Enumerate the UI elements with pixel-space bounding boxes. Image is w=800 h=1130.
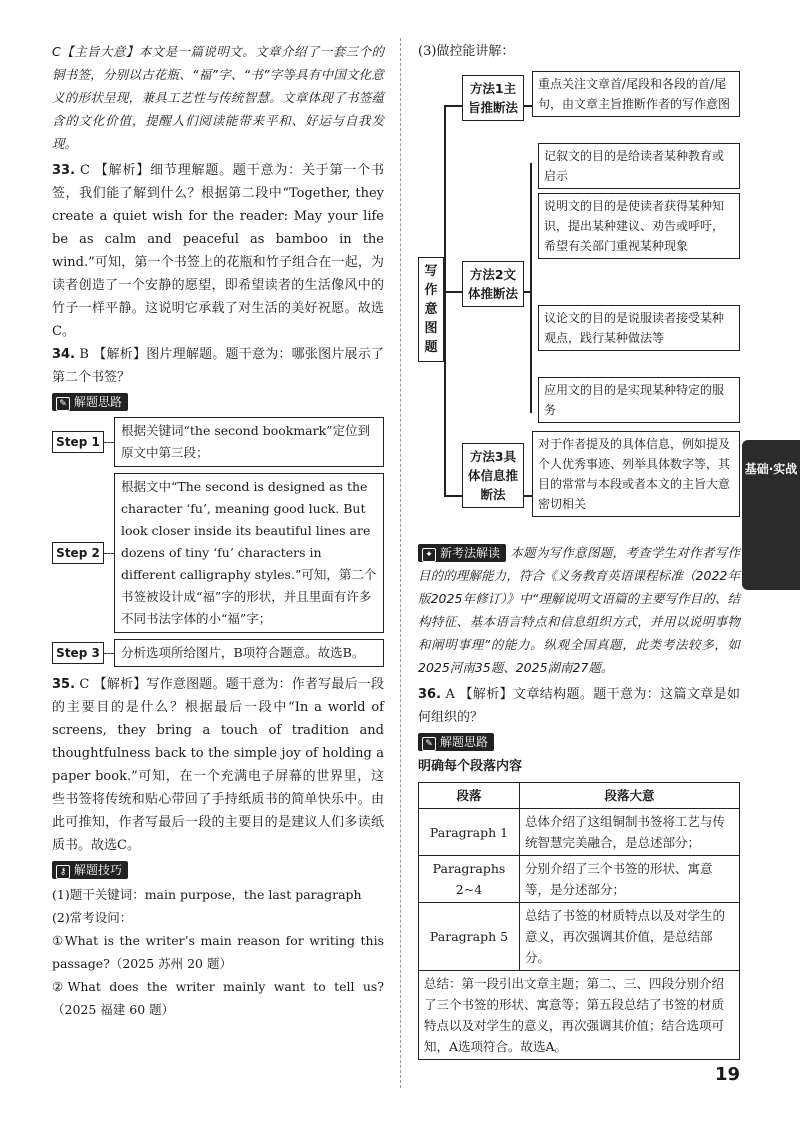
tip-line: ②What does the writer mainly want to tell us?（2025 福建 60 题） xyxy=(52,979,384,1017)
method-2-box: 方法2文体推断法 xyxy=(462,261,524,307)
table-cell: Paragraphs 2~4 xyxy=(419,856,520,903)
method-3-text: 对于作者提及的具体信息，例如提及个人优秀事迹、列举具体数字等，其目的常常与本段或者本文的主旨大意密切相关 xyxy=(532,431,740,517)
connector-line xyxy=(524,105,532,107)
table-row xyxy=(419,903,740,971)
table-title: 明确每个段落内容 xyxy=(418,759,523,774)
step-item xyxy=(52,417,384,467)
tag-label: 解题思路 xyxy=(440,735,489,749)
method-2-item: 应用文的目的是实现某种特定的服务 xyxy=(538,377,740,423)
answer-text: C 【解析】写作意图题。题干意为：作者写最后一段的主要目的是什么？根据最后一段中“In a world of screens, they bring a touch of tradition and thoughtfulness back to the simple joy of holding a paper book.”可知，在一个充满电子屏幕的世界里，这些书签将传统和贴心带回了手持纸质书的简单快乐中。由此可推知，作者写最后一段的主要目的是建议人们多读纸质书。故选C。 xyxy=(52,677,384,853)
connector-line xyxy=(530,163,532,413)
method-2-item: 议论文的目的是说服读者接受某种观点，践行某种做法等 xyxy=(538,305,740,351)
method-2-item: 说明文的目的是使读者获得某种知识，提出某种建议、劝告或呼吁，希望有关部门重视某种现象 xyxy=(538,193,740,259)
key-icon: ⚷ xyxy=(56,865,70,879)
connector-line xyxy=(524,495,532,497)
step-label: Step 2 xyxy=(52,542,104,564)
question-number: 33. xyxy=(52,163,76,178)
step-label: Step 3 xyxy=(52,642,104,664)
steps-list xyxy=(52,417,384,667)
table-row xyxy=(419,971,740,1060)
diagram-root: 写作意图题 xyxy=(418,257,444,362)
table-cell: 分别介绍了三个书签的形状、寓意等，是分述部分； xyxy=(520,856,740,903)
connector xyxy=(104,653,114,654)
question-number: 34. xyxy=(52,347,76,362)
column-divider xyxy=(400,38,401,1088)
tag-label: 新考法解读 xyxy=(440,546,501,560)
table-row xyxy=(419,809,740,856)
step-label: Step 1 xyxy=(52,431,104,453)
table-header-row xyxy=(419,783,740,809)
answer-text: B 【解析】图片理解题。题干意为：哪张图片展示了第二个书签？ xyxy=(52,347,384,385)
answer-34 xyxy=(52,343,384,389)
connector-line xyxy=(444,495,462,497)
answer-36 xyxy=(418,683,740,729)
step-text: 分析选项所给图片，B项符合题意。故选B。 xyxy=(114,639,384,667)
page-number: 19 xyxy=(714,1064,740,1085)
section-tag xyxy=(418,544,506,562)
tip-line: ①What is the writer’s main reason for writing this passage?（2025 苏州 20 题） xyxy=(52,933,384,971)
answer-35 xyxy=(52,673,384,857)
table-cell: 总体介绍了这组铜制书签将工艺与传统智慧完美融合，是总述部分； xyxy=(520,809,740,856)
side-section-tab: 基础·实战 xyxy=(742,440,800,590)
subheading: (3)做控能讲解： xyxy=(418,44,515,59)
intro-summary: C【主旨大意】本文是一篇说明文。文章介绍了一套三个的铜书签，分别以古花瓶、“福”字、“书”字等具有中国文化意义的形状呈现，兼具工艺性与传统智慧。文章体现了书签蕴含的文化价值，提醒人们阅读能带来平和、好运与自我发现。 xyxy=(52,44,384,151)
paragraph-table xyxy=(418,782,740,1060)
answer-text: A 【解析】文章结构题。题干意为：这篇文章是如何组织的？ xyxy=(418,687,740,725)
connector xyxy=(104,553,114,554)
right-column xyxy=(418,40,740,1060)
method-diagram xyxy=(418,67,740,537)
tip-line: (2)常考设问： xyxy=(52,910,133,925)
method-2-item: 记叙文的目的是给读者某种教育或启示 xyxy=(538,143,740,189)
connector-line xyxy=(444,105,462,107)
method-1-box: 方法1主旨推断法 xyxy=(462,75,524,121)
spark-icon: ✦ xyxy=(422,548,436,562)
table-summary: 总结：第一段引出文章主题；第二、三、四段分别介绍了三个书签的形状、寓意等；第五段总结了书签的材质特点以及对学生的意义，再次强调其价值；结合选项可知，A选项符合。故选A。 xyxy=(419,971,740,1060)
answer-33 xyxy=(52,159,384,343)
section-tag xyxy=(418,733,494,751)
tip-line: (1)题干关键词：main purpose，the last paragraph xyxy=(52,887,362,902)
method-3-box: 方法3具体信息推断法 xyxy=(462,443,524,508)
table-header: 段落大意 xyxy=(520,783,740,809)
step-item xyxy=(52,639,384,667)
left-column xyxy=(52,40,384,1021)
table-header: 段落 xyxy=(419,783,520,809)
step-text: 根据关键词“the second bookmark”定位到原文中第三段； xyxy=(114,417,384,467)
tag-label: 解题技巧 xyxy=(74,863,123,877)
table-row xyxy=(419,856,740,903)
table-cell: Paragraph 1 xyxy=(419,809,520,856)
answer-text: C 【解析】细节理解题。题干意为：关于第一个书签，我们能了解到什么？根据第二段中“Together, they create a quiet wish for the reader: May your life be as calm and peaceful as bamboo in the wind.”可知，第一个书签上的花瓶和竹子组合在一起，为读者创造了一个安静的愿望，即希望读者的生活像风中的竹子一样平静。这说明它承载了对生活的美好祝愿。故选C。 xyxy=(52,163,384,339)
step-item xyxy=(52,473,384,633)
connector-line xyxy=(444,291,462,293)
connector xyxy=(104,442,114,443)
table-cell: 总结了书签的材质特点以及对学生的意义，再次强调其价值，是总结部分。 xyxy=(520,903,740,971)
new-method-note xyxy=(418,541,740,679)
section-tag xyxy=(52,393,128,411)
pencil-icon: ✎ xyxy=(422,737,436,751)
tips-list xyxy=(52,883,384,1021)
section-tag xyxy=(52,861,128,879)
question-number: 35. xyxy=(52,677,76,692)
table-cell: Paragraph 5 xyxy=(419,903,520,971)
connector-line xyxy=(444,105,446,495)
step-text: 根据文中“The second is designed as the character ‘fu’, meaning good luck. But look closer inside its beautiful lines are dozens of tiny ‘fu’ characters in different calligraphy styles.”可知，第二个书签被设计成“福”字的形状，并且里面有许多不同书法字体的小“福”字； xyxy=(114,473,384,633)
pencil-icon: ✎ xyxy=(56,397,70,411)
note-text: 本题为写作意图题，考查学生对作者写作目的的理解能力，符合《义务教育英语课程标准（2022年版2025年修订）》中“理解说明文语篇的主要写作目的、结构特征、基本语言特点和信息组织方式，并用以说明事物和阐明事理”的能力。纵观全国真题，此类考法较多，如2025河南35题、2025湖南27题。 xyxy=(418,545,740,675)
question-number: 36. xyxy=(418,687,442,702)
method-1-text: 重点关注文章首/尾段和各段的首/尾句，由文章主旨推断作者的写作意图 xyxy=(532,71,740,117)
tag-label: 解题思路 xyxy=(74,395,123,409)
